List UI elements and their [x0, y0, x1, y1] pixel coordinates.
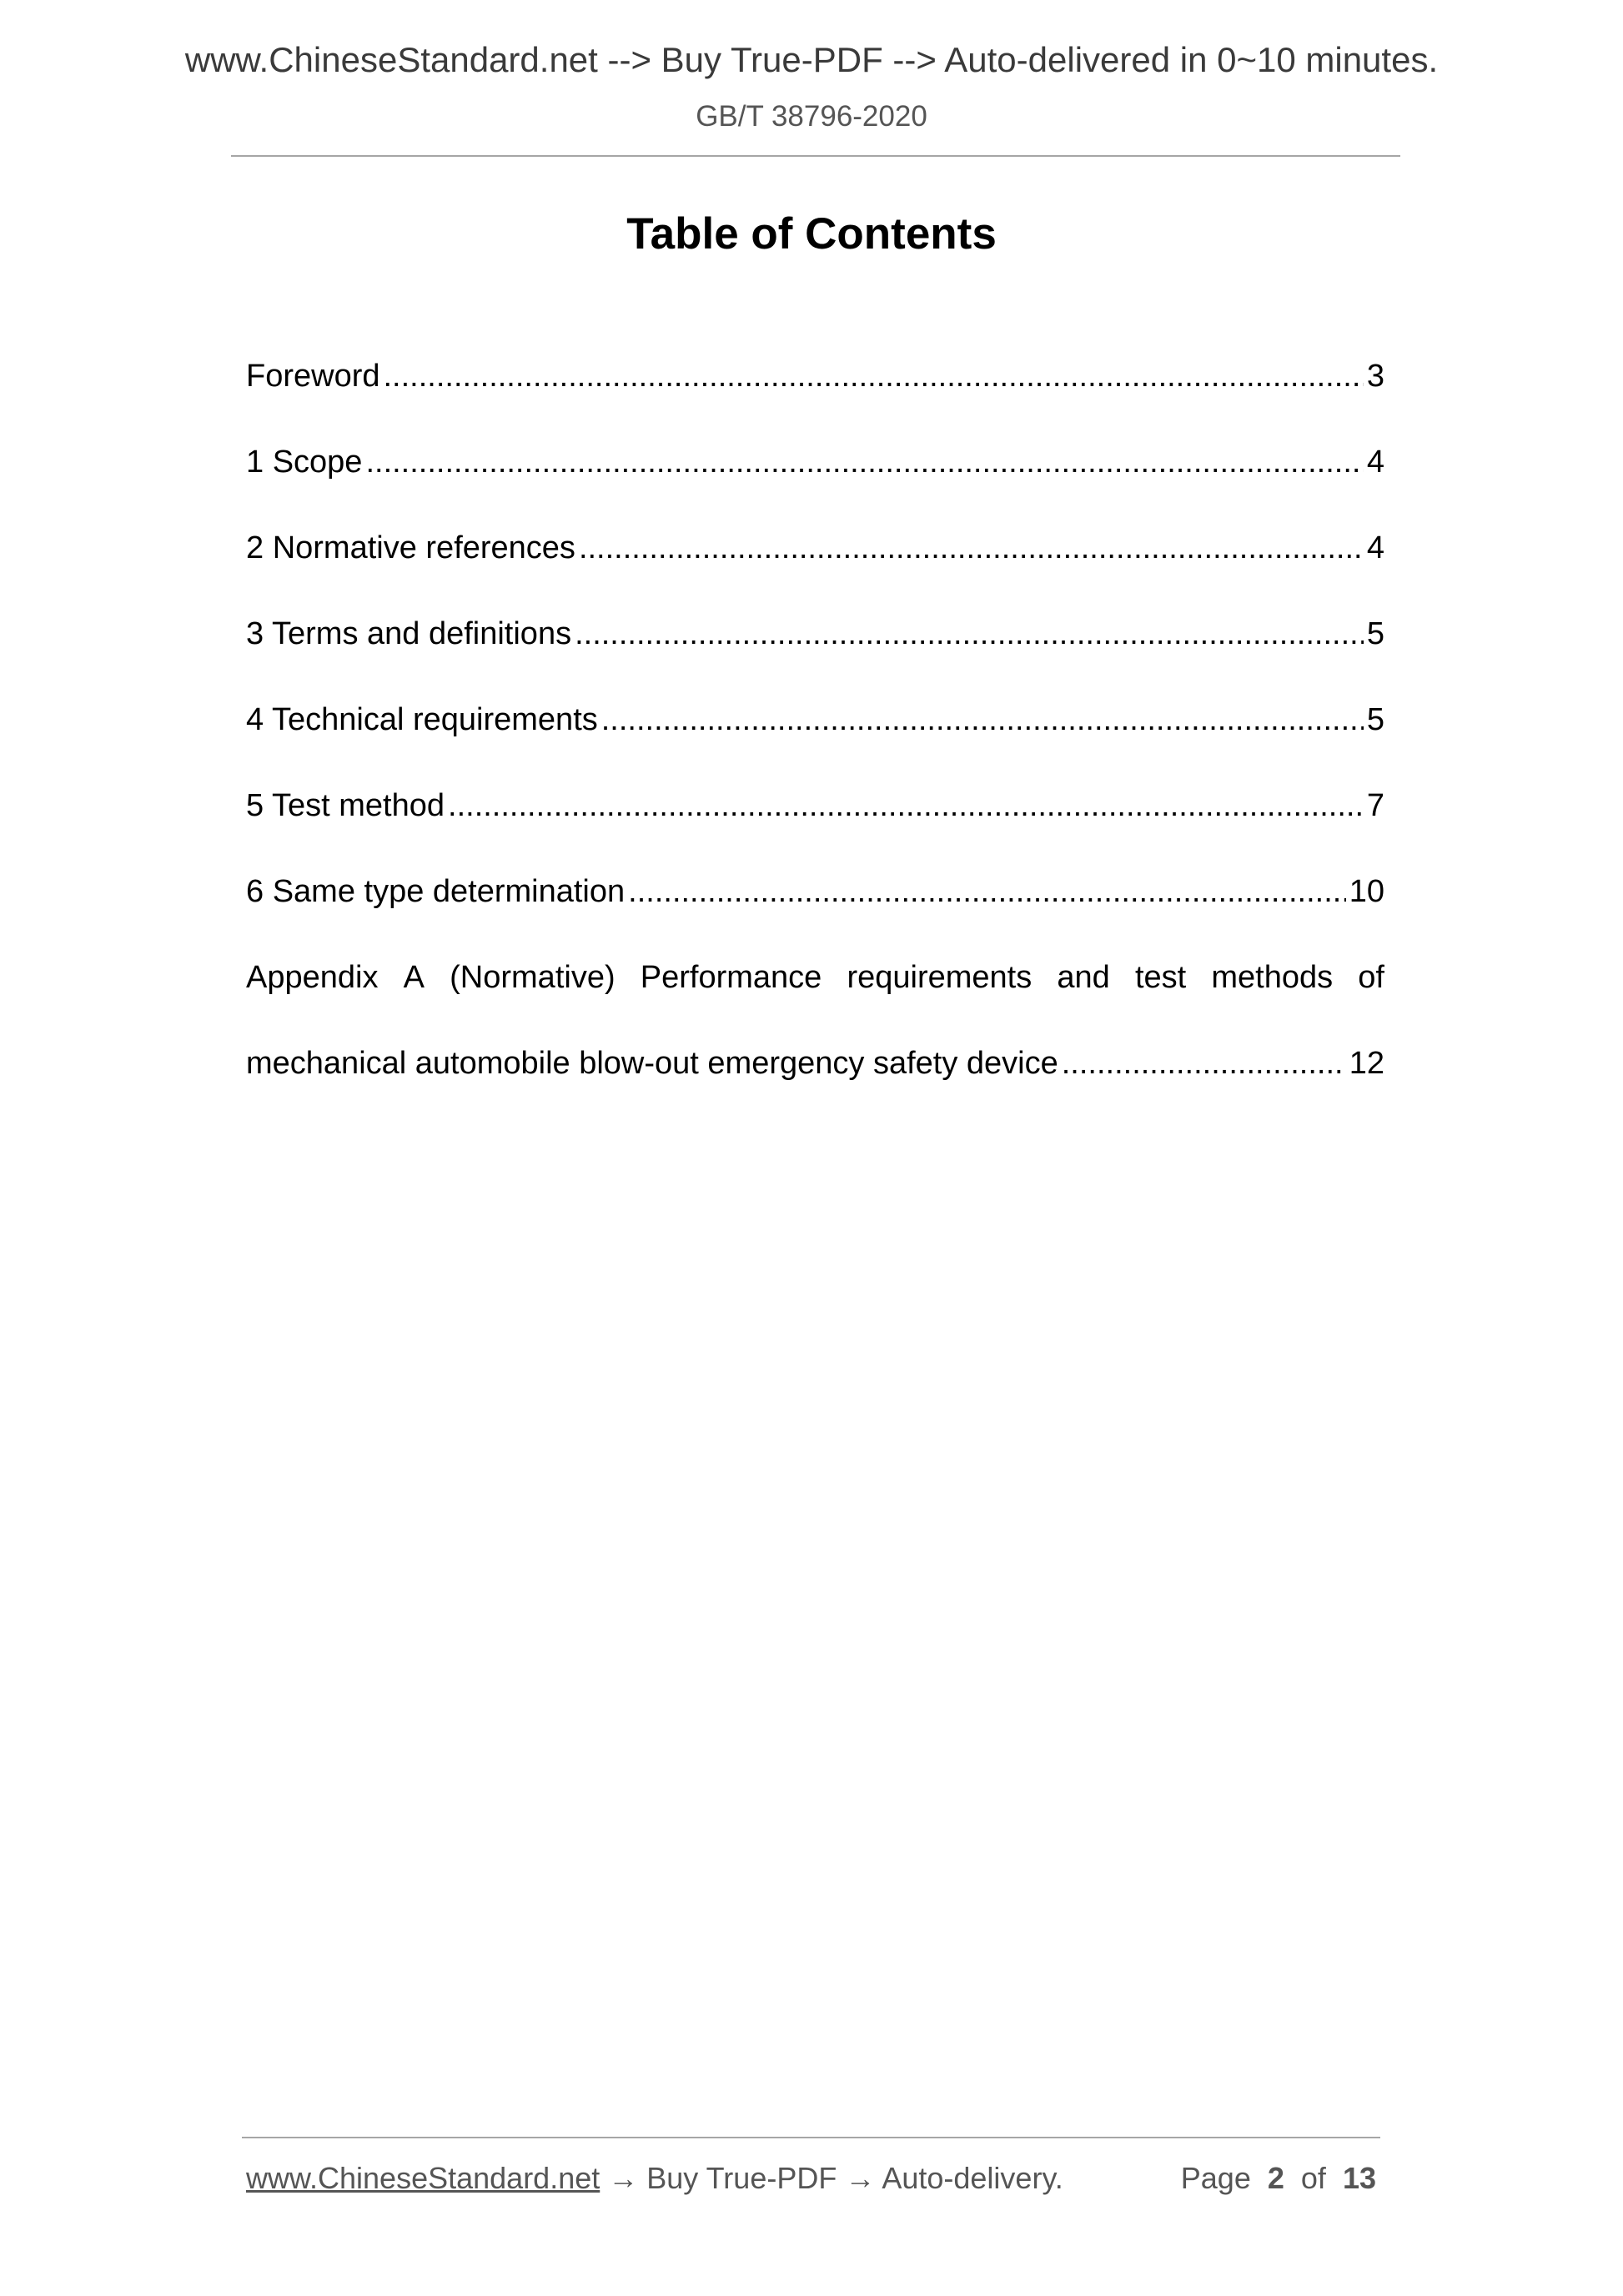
toc-entry-page: 12	[1349, 1046, 1384, 1081]
toc-appendix-word: methods	[1211, 960, 1334, 995]
toc-dot-leader	[365, 420, 1363, 505]
toc-dot-leader	[575, 591, 1364, 677]
toc-dot-leader	[628, 849, 1346, 935]
toc-entry-terms-and-definitions[interactable]	[246, 591, 1384, 677]
toc-appendix-word: (Normative)	[450, 960, 616, 995]
table-of-contents	[246, 334, 1384, 1107]
current-page-number: 2	[1267, 2161, 1284, 2195]
toc-dot-leader	[579, 505, 1364, 591]
footer-promo	[246, 2157, 1063, 2200]
header-divider	[231, 155, 1400, 157]
toc-entry-label: 3 Terms and definitions	[246, 616, 572, 651]
toc-entry-label: 6 Same type determination	[246, 874, 626, 909]
toc-dot-leader	[384, 334, 1364, 420]
total-page-number: 13	[1342, 2161, 1376, 2195]
toc-appendix-word: A	[403, 960, 425, 995]
toc-entry-foreword[interactable]	[246, 334, 1384, 420]
document-code: GB/T 38796-2020	[696, 100, 927, 133]
toc-appendix-word: Performance	[640, 960, 822, 995]
toc-entry-label: 2 Normative references	[246, 530, 575, 565]
of-word: of	[1300, 2161, 1326, 2195]
toc-entry-label: 5 Test method	[246, 788, 445, 823]
toc-dot-leader	[601, 677, 1364, 763]
toc-entry-same-type-determination[interactable]	[246, 849, 1384, 935]
toc-dot-leader	[1062, 1021, 1346, 1107]
toc-entry-page: 10	[1349, 874, 1384, 909]
toc-entry-technical-requirements[interactable]	[246, 677, 1384, 763]
top-banner: www.ChineseStandard.net --> Buy True-PDF --> Auto-delivered in 0~10 minutes.	[184, 40, 1439, 79]
toc-entry-normative-references[interactable]	[246, 505, 1384, 591]
footer-tagline: → Buy True-PDF → Auto-delivery.	[608, 2161, 1063, 2195]
toc-entry-label: mechanical automobile blow-out emergency safety device	[246, 1046, 1058, 1081]
toc-appendix-word: and	[1057, 960, 1110, 995]
toc-dot-leader	[448, 763, 1364, 849]
toc-entry-appendix-a-line2[interactable]	[246, 1021, 1384, 1107]
toc-entry-appendix-a-line1[interactable]	[246, 935, 1384, 1021]
page-footer	[246, 2157, 1376, 2200]
page-indicator	[1181, 2157, 1376, 2200]
toc-entry-page: 4	[1366, 530, 1384, 565]
toc-entry-label: Foreword	[246, 359, 380, 394]
toc-entry-page: 5	[1366, 616, 1384, 651]
toc-appendix-word: of	[1358, 960, 1384, 995]
toc-entry-label: 1 Scope	[246, 445, 363, 480]
page-title: Table of Contents	[626, 209, 997, 259]
toc-appendix-word: test	[1134, 960, 1187, 995]
footer-divider	[242, 2137, 1380, 2138]
toc-entry-scope[interactable]	[246, 420, 1384, 505]
toc-entry-page: 7	[1366, 788, 1384, 823]
toc-entry-label: 4 Technical requirements	[246, 702, 598, 737]
toc-entry-test-method[interactable]	[246, 763, 1384, 849]
footer-site-link[interactable]: www.ChineseStandard.net	[246, 2161, 600, 2195]
toc-entry-page: 4	[1366, 445, 1384, 480]
toc-appendix-word: requirements	[847, 960, 1033, 995]
toc-appendix-word: Appendix	[246, 960, 379, 995]
toc-entry-page: 3	[1366, 359, 1384, 394]
page-word: Page	[1180, 2161, 1251, 2195]
toc-entry-page: 5	[1366, 702, 1384, 737]
